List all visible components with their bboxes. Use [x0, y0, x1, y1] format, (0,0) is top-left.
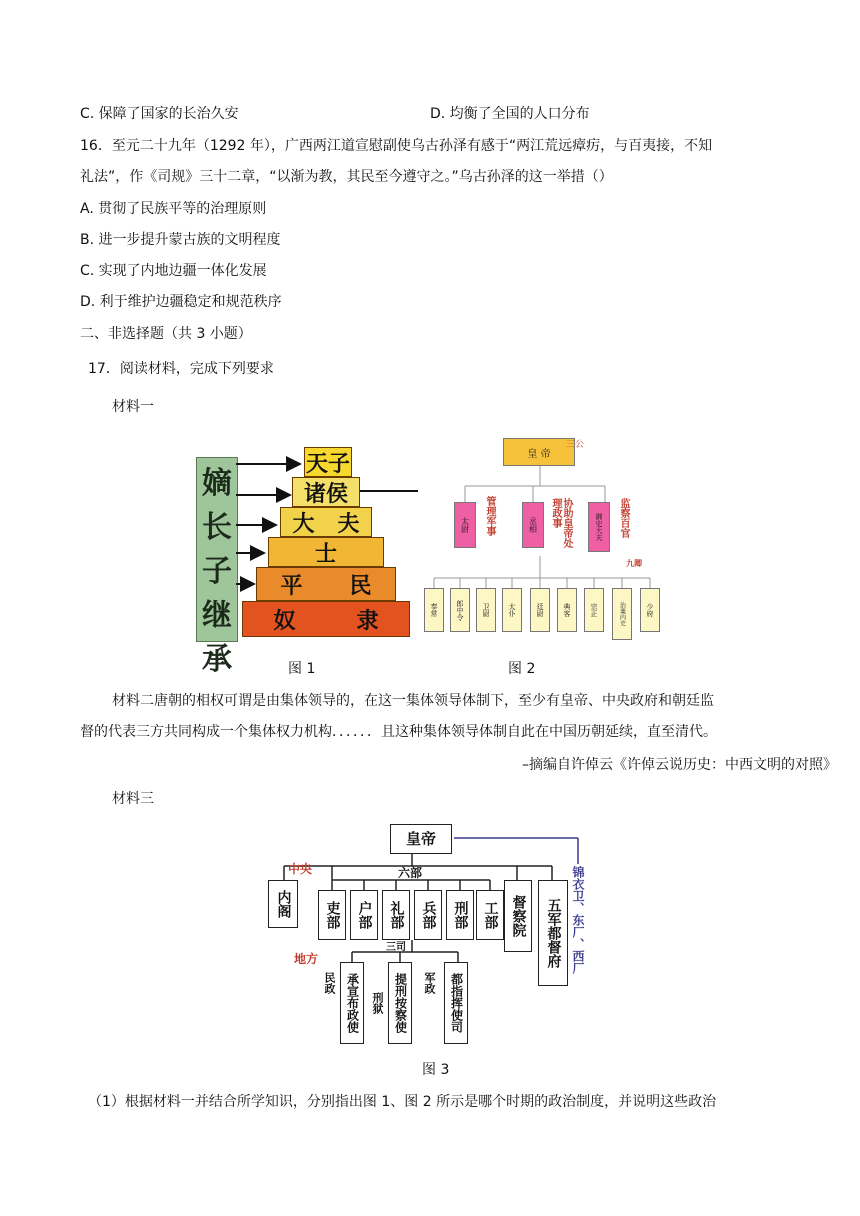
sangong-label: 三公 [566, 440, 585, 450]
duty-justice: 刑狱 [371, 992, 384, 1014]
minister-box: 郎中令 [450, 588, 470, 632]
tixing-box: 提刑按察使 [388, 962, 412, 1044]
figure-2-caption: 图 2 [508, 661, 536, 677]
level-pingmin: 平 民 [256, 567, 396, 601]
vertical-char: 长 [202, 510, 232, 545]
minister-box: 少府 [640, 588, 660, 632]
neige-box: 内阁 [268, 880, 298, 928]
level-zhuhou: 诸侯 [292, 477, 360, 507]
q16-stem-line2: 礼法”，作《司规》三十二章，“以渐为教，其民至今遵守之。”乌古孙泽的这一举措（） [80, 169, 613, 185]
level-nuli: 奴 隶 [242, 601, 410, 637]
liubu-label: 六部 [398, 866, 423, 880]
q16-option-c: C. 实现了内地边疆一体化发展 [80, 263, 267, 279]
figure-1-caption: 图 1 [288, 661, 316, 677]
q17-stem: 17．阅读材料，完成下列要求 [88, 361, 274, 377]
central-label: 中央 [288, 862, 313, 876]
vertical-char: 嫡 [202, 466, 232, 501]
emperor-box: 皇帝 [390, 824, 452, 854]
minister-box: 宗正 [584, 588, 604, 632]
jiuqing-label: 九卿 [626, 558, 642, 568]
q17-sub1: （1）根据材料一并结合所学知识，分别指出图 1、图 2 所示是哪个时期的政治制度，并说明这些政治 [88, 1094, 717, 1110]
jinyiwei-label: 锦衣卫、东厂、西厂 [571, 866, 585, 974]
q16-option-a: A. 贯彻了民族平等的治理原则 [80, 201, 267, 217]
material2-line1: 材料二唐朝的相权可谓是由集体领导的，在这一集体领导体制下，至少有皇帝、中央政府和朝廷监 [112, 693, 714, 709]
bingbu-box: 兵部 [414, 890, 442, 940]
q16-option-b: B. 进一步提升蒙古族的文明程度 [80, 232, 281, 248]
note-supervision: 监察百官 [618, 498, 629, 538]
duchayuan-box: 督察院 [504, 880, 532, 952]
libu-box: 吏部 [318, 890, 346, 940]
duty-military: 军政 [423, 972, 436, 994]
material1-label: 材料一 [112, 399, 154, 415]
level-shi: 士 [268, 537, 384, 567]
duzhihui-box: 都指挥使司 [444, 962, 468, 1044]
level-dafu: 大 夫 [280, 507, 372, 537]
note-administration: 协助皇帝处理政事 [550, 498, 572, 548]
minister-box: 卫尉 [476, 588, 496, 632]
minister-box: 典客 [557, 588, 577, 632]
yushidafu-box: 御史大夫 [588, 502, 610, 552]
emperor-box: 皇 帝 [503, 438, 575, 466]
hubu-box: 户部 [350, 890, 378, 940]
material2-line2: 督的代表三方共同构成一个集体权力机构．．．．．．且这种集体领导体制自此在中国历朝延续，直至清代。 [80, 724, 717, 740]
xingbu-box: 刑部 [446, 890, 474, 940]
chengxuan-box: 承宣布政使 [340, 962, 364, 1044]
vertical-char: 子 [202, 554, 232, 589]
gongbu-box: 工部 [476, 890, 504, 940]
vertical-char: 承 [202, 642, 232, 677]
vertical-char: 继 [202, 598, 232, 633]
figure-3-org-chart [275, 822, 592, 1044]
chengxiang-box: 丞相 [522, 502, 544, 548]
minister-box: 奉常 [424, 588, 444, 632]
taiwei-box: 太尉 [454, 502, 476, 548]
q16-option-d: D. 利于维护边疆稳定和规范秩序 [80, 294, 282, 310]
q16-stem-line1: 16．至元二十九年（1292 年），广西两江道宣慰副使乌古孙泽有感于“两江荒远瘴疠，与百夷接，不知 [80, 138, 713, 154]
minister-box: 太仆 [502, 588, 522, 632]
minister-box: 廷尉 [530, 588, 550, 632]
level-tianzi: 天子 [304, 447, 352, 477]
libu-rites-box: 礼部 [382, 890, 410, 940]
minister-box: 治粟内史 [612, 588, 632, 640]
figure-3-caption: 图 3 [422, 1062, 450, 1078]
material3-label: 材料三 [112, 791, 154, 807]
local-label: 地方 [294, 952, 319, 966]
figure-2-org-chart [420, 438, 660, 644]
note-military: 管理军事 [484, 496, 495, 536]
q15-option-d: D. 均衡了全国的人口分布 [430, 106, 590, 122]
wujun-box: 五军都督府 [538, 880, 568, 986]
duty-civil: 民政 [323, 972, 336, 994]
q15-option-c: C. 保障了国家的长治久安 [80, 106, 239, 122]
material2-source: –摘编自许倬云《许倬云说历史：中西文明的对照》 [522, 757, 837, 773]
sansi-label: 三司 [386, 942, 406, 953]
section-heading: 二、非选择题（共 3 小题） [80, 326, 252, 342]
